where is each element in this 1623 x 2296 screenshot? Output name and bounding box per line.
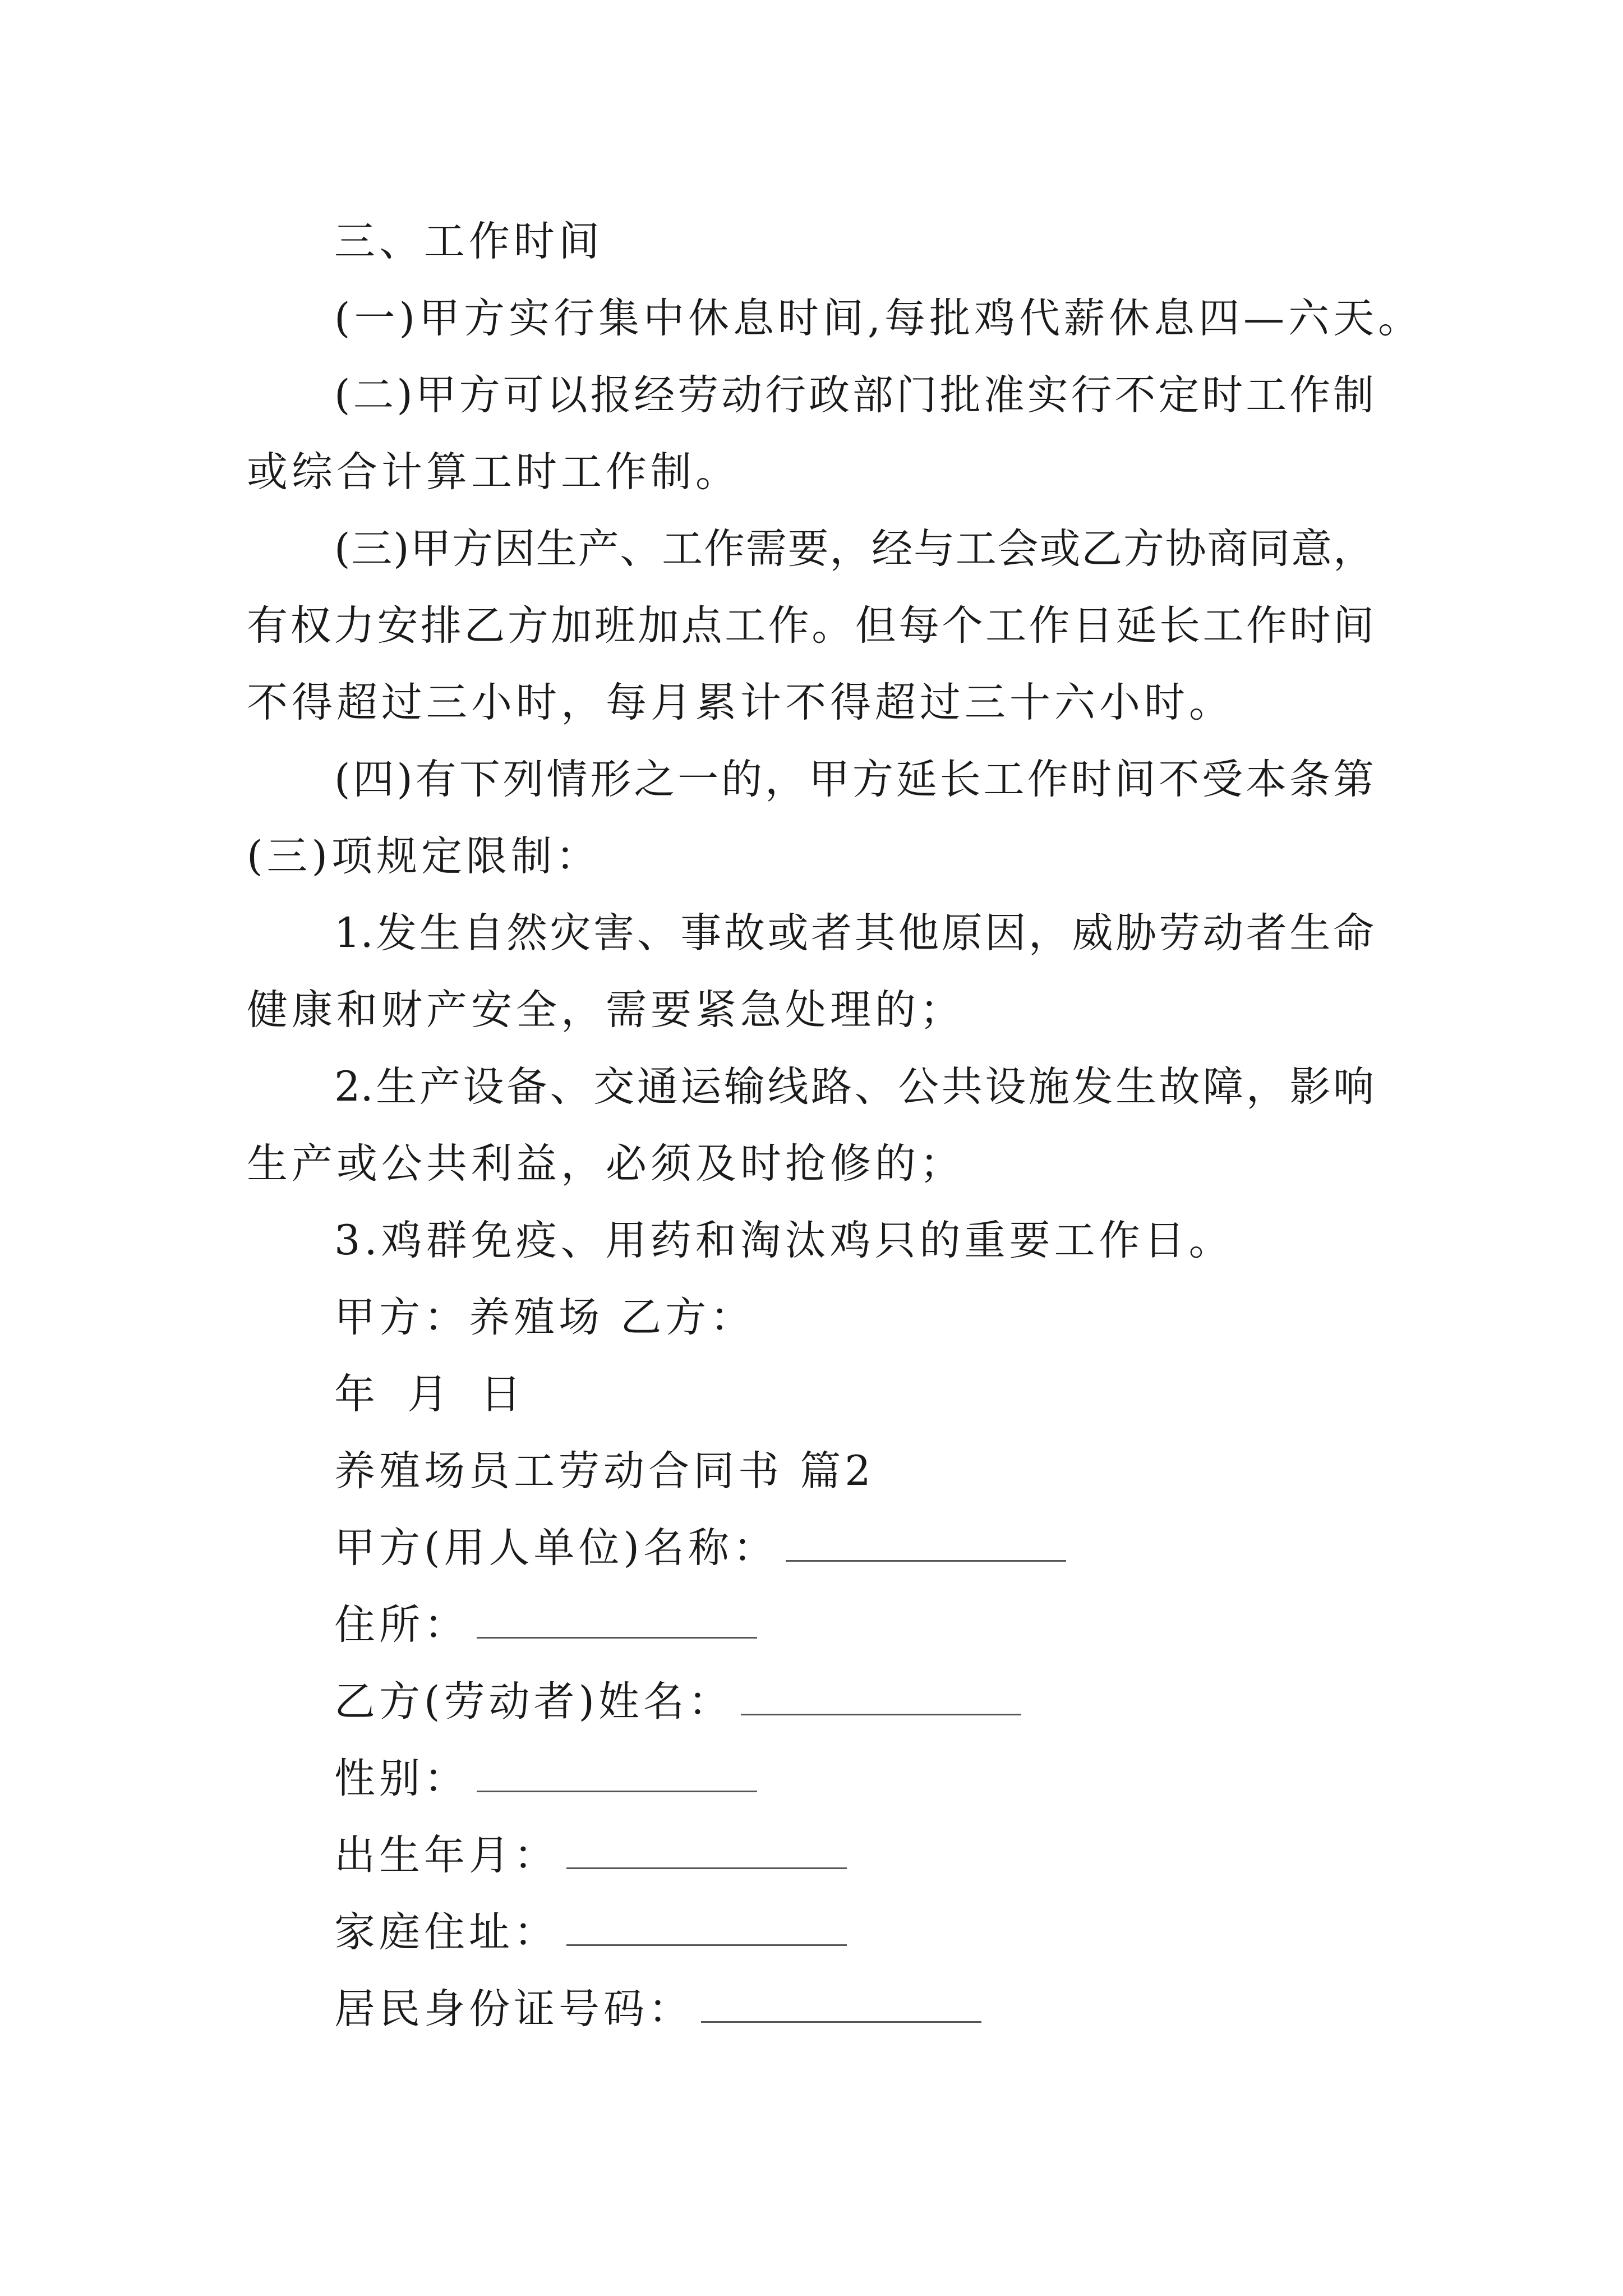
id-number-field [334,1981,981,2037]
document-title-part-2: 养殖场员工劳动合同书 篇2 [334,1447,875,1495]
paragraph-5-line-2: 健康和财产安全，需要紧急处理的； [247,986,965,1034]
address-label: 住所： [334,1601,469,1649]
gender-label: 性别： [334,1755,469,1802]
paragraph-3-line-2: 有权力安排乙方加班加点工作。但每个工作日延长工作时间 [247,602,1374,650]
birth-label: 出生年月： [334,1832,559,1879]
paragraph-1-line-1: (一)甲方实行集中休息时间,每批鸡代薪休息四—六天。 [334,295,1423,342]
paragraph-7-line-1: 3.鸡群免疫、用药和淘汰鸡只的重要工作日。 [334,1217,1234,1264]
paragraph-6-line-2: 生产或公共利益，必须及时抢修的； [247,1140,965,1188]
address-field [334,1597,757,1653]
birth-blank[interactable] [566,1830,847,1869]
home-address-field [334,1904,847,1961]
id-number-blank[interactable] [701,1984,981,2023]
employer-name-label: 甲方(用人单位)名称： [334,1524,778,1572]
employer-name-blank[interactable] [786,1523,1066,1562]
paragraph-4-line-2: (三)项规定限制： [247,832,601,880]
paragraph-2-line-1: (二)甲方可以报经劳动行政部门批准实行不定时工作制 [334,371,1374,419]
paragraph-2-line-2: 或综合计算工时工作制。 [247,448,740,496]
address-blank[interactable] [477,1600,757,1639]
home-address-label: 家庭住址： [334,1908,559,1956]
paragraph-6-line-1: 2.生产设备、交通运输线路、公共设施发生故障，影响 [334,1063,1374,1111]
id-number-label: 居民身份证号码： [334,1985,693,2033]
employee-name-label: 乙方(劳动者)姓名： [334,1678,733,1726]
section-heading: 三、工作时间 [334,218,603,265]
paragraph-3-line-3: 不得超过三小时，每月累计不得超过三十六小时。 [247,679,1234,726]
employee-name-field [334,1674,1021,1730]
paragraph-3-line-1: (三)甲方因生产、工作需要，经与工会或乙方协商同意， [334,525,1374,573]
paragraph-4-line-1: (四)有下列情形之一的，甲方延长工作时间不受本条第 [334,756,1374,803]
birth-field [334,1828,847,1884]
employee-name-blank[interactable] [741,1677,1021,1715]
date-line: 年 月 日 [334,1370,525,1418]
signature-line: 甲方：养殖场 乙方： [334,1294,755,1341]
gender-field [334,1751,757,1807]
gender-blank[interactable] [477,1754,757,1792]
paragraph-5-line-1: 1.发生自然灾害、事故或者其他原因，威胁劳动者生命 [334,909,1374,957]
home-address-blank[interactable] [566,1907,847,1946]
employer-name-field [334,1520,1066,1576]
